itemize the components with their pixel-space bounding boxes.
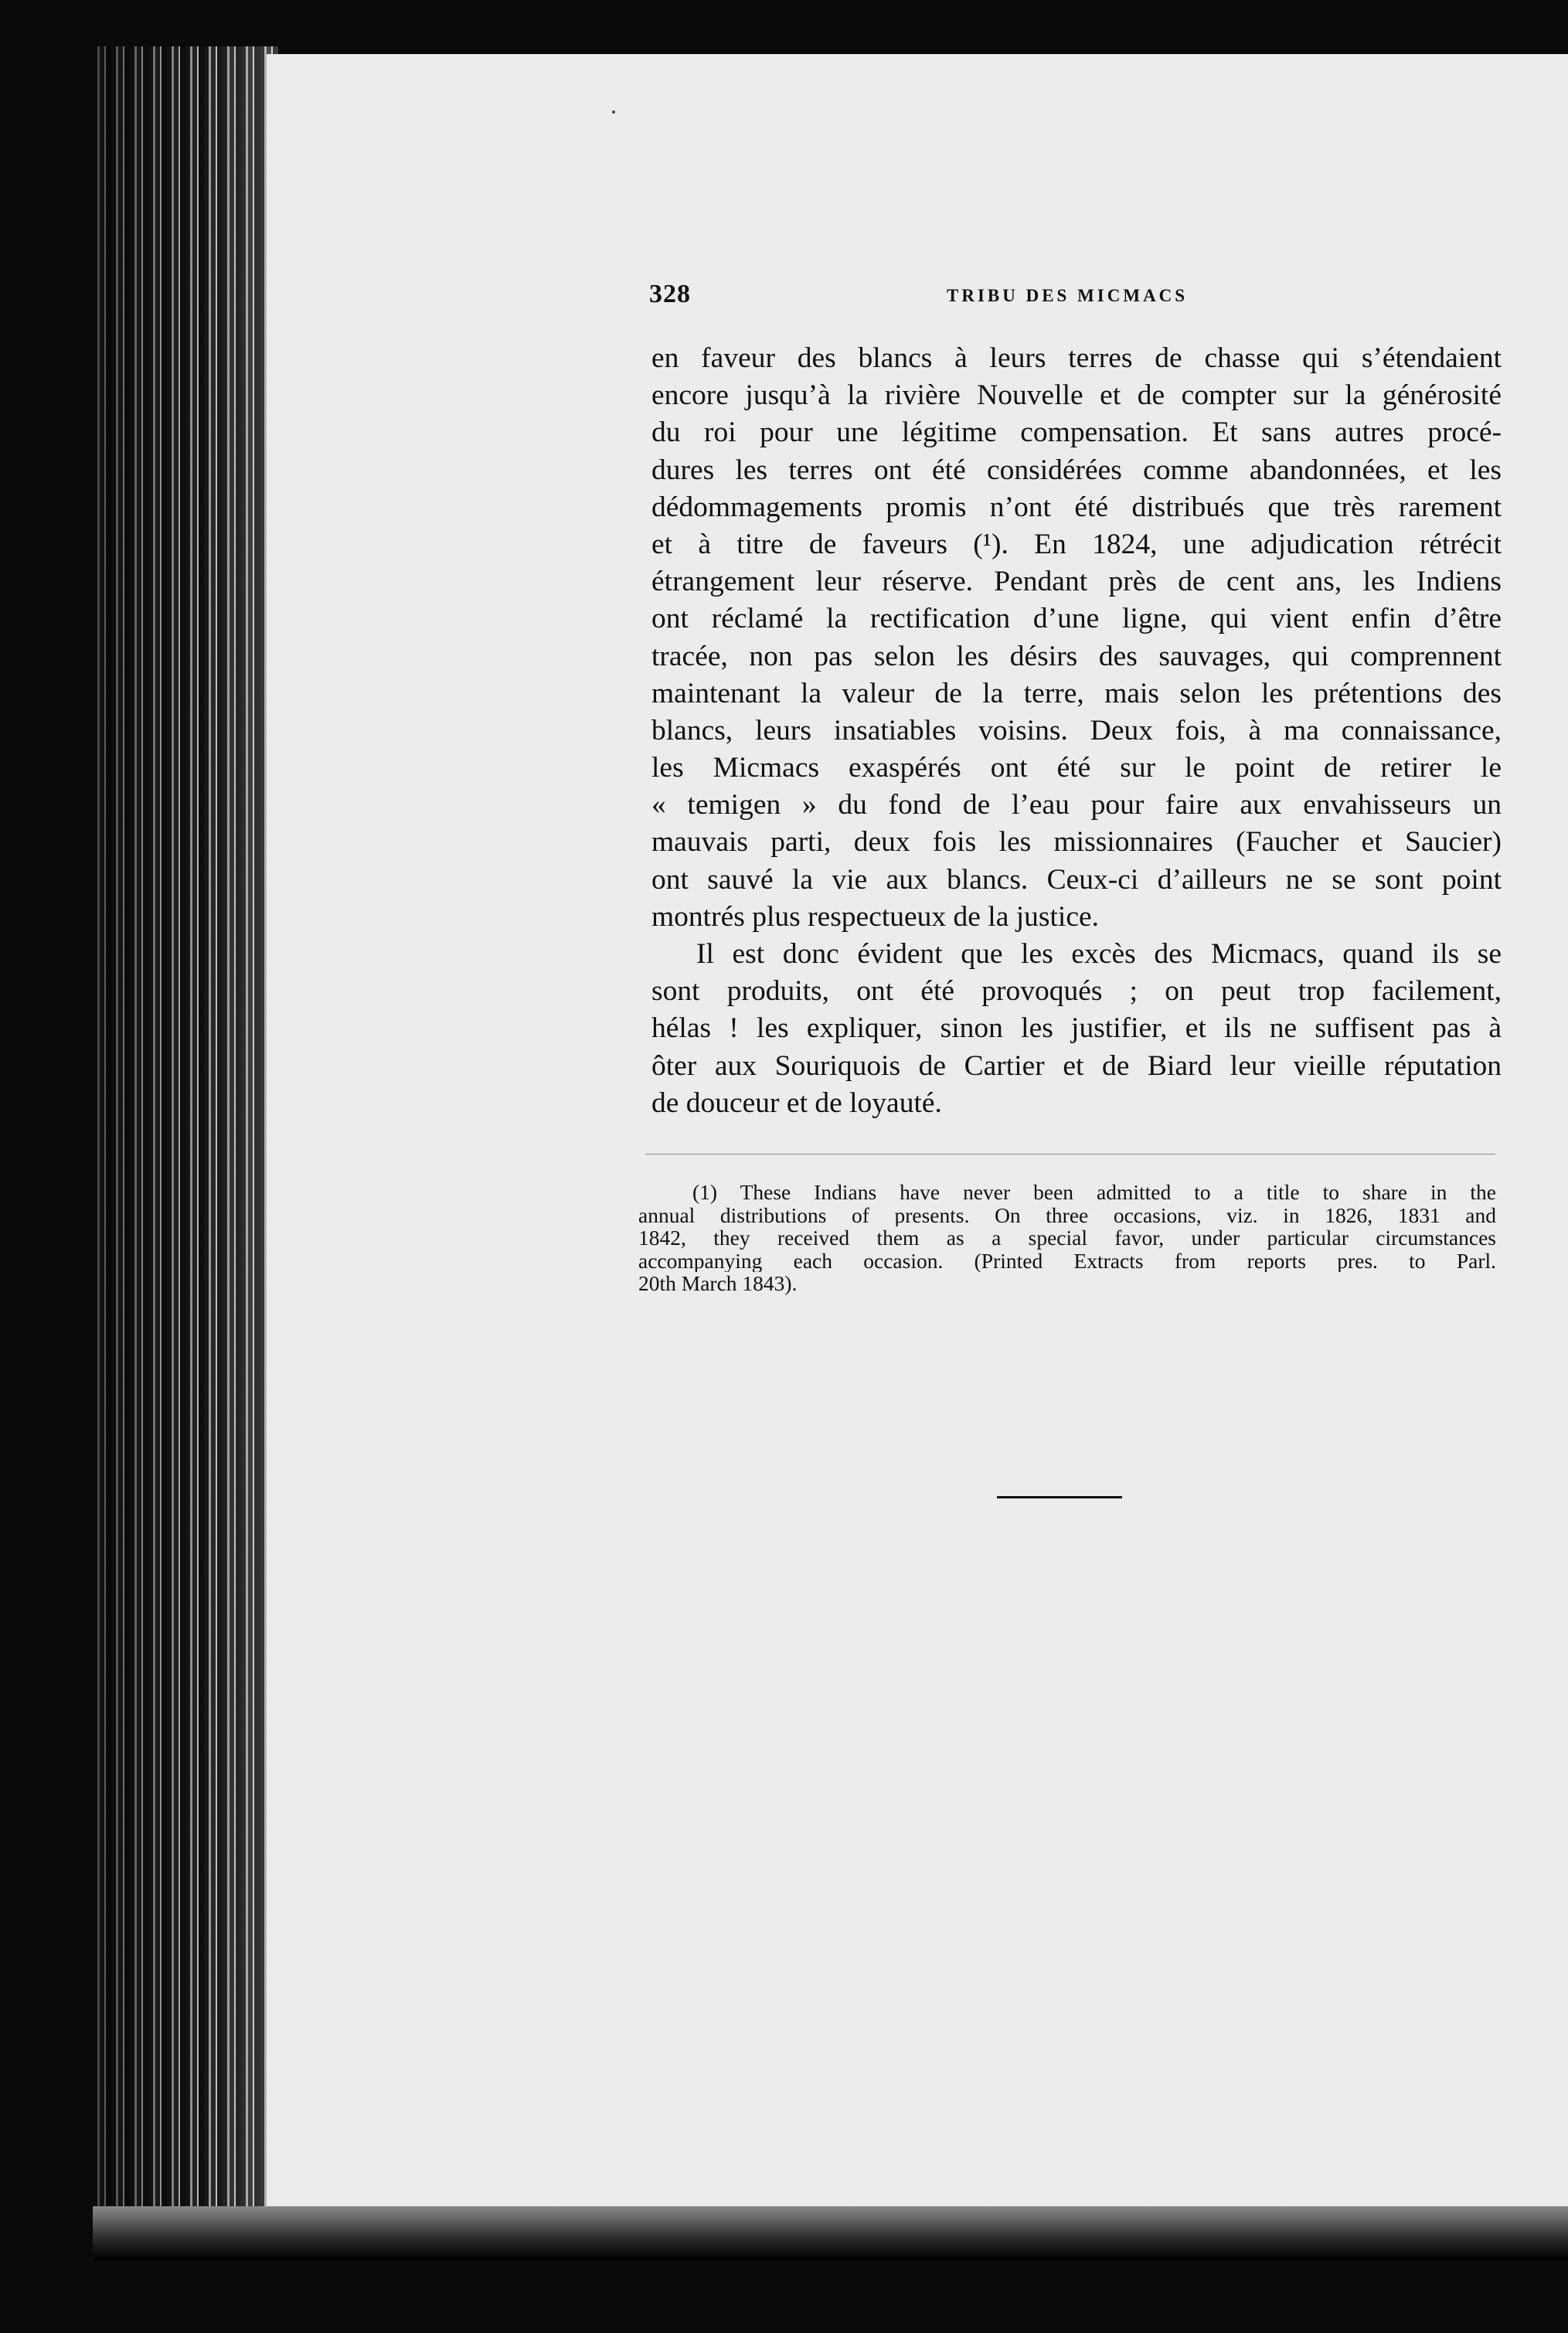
footnote-line: 1842, they received them as a special favor, under particular circumstances	[638, 1226, 1496, 1250]
text-line: étrangement leur réserve. Pendant près de cent ans, les Indiens	[651, 566, 1502, 598]
running-title: TRIBU DES MICMACS	[947, 286, 1189, 305]
text-line: et à titre de faveurs (¹). En 1824, une adjudication rétrécit	[651, 528, 1502, 560]
page-bottom-shadow	[93, 2206, 1568, 2260]
text-line: tracée, non pas selon les désirs des sauvages, qui comprennent	[651, 640, 1502, 672]
paragraph-end-line: de douceur et de loyauté.	[651, 1087, 942, 1119]
text-line: du roi pour une légitime compensation. Et sans autres procé-	[651, 417, 1502, 449]
text-line: sont produits, ont été provoqués ; on peut trop facilement,	[651, 975, 1502, 1008]
text-line: blancs, leurs insatiables voisins. Deux fois, à ma connaissance,	[651, 714, 1502, 746]
text-line: en faveur des blancs à leurs terres de chasse qui s’étendaient	[651, 342, 1502, 374]
footnote-separator	[645, 1154, 1495, 1155]
text-line: maintenant la valeur de la terre, mais selon les prétentions des	[651, 677, 1502, 709]
text-line: ont sauvé la vie aux blancs. Ceux-ci d’ailleurs ne se sont point	[651, 863, 1502, 896]
footnote-line: (1) These Indians have never been admitted to a title to share in the	[692, 1181, 1496, 1204]
main-text	[651, 340, 1502, 1122]
text-line: les Micmacs exaspérés ont été sur le point de retirer le	[651, 752, 1502, 784]
text-line: hélas ! les expliquer, sinon les justifier, et ils ne suffisent pas à	[651, 1012, 1502, 1045]
footnote	[638, 1181, 1496, 1295]
book-edge-shadow	[93, 46, 278, 2233]
text-line: mauvais parti, deux fois les missionnaires (Faucher et Saucier)	[651, 826, 1502, 859]
text-line: ont réclamé la rectification d’une ligne, qui vient enfin d’être	[651, 603, 1502, 635]
running-header	[649, 280, 1507, 318]
page-number: 328	[649, 280, 691, 308]
text-line: ôter aux Souriquois de Cartier et de Biard leur vieille réputation	[651, 1049, 1502, 1082]
text-line: « temigen » du fond de l’eau pour faire aux envahisseurs un	[651, 789, 1502, 821]
paragraph-start-line: Il est donc évident que les excès des Micmacs, quand ils se	[696, 938, 1502, 970]
stray-ink-mark	[612, 111, 615, 114]
paragraph-end-line: montrés plus respectueux de la justice.	[651, 900, 1099, 933]
chapter-end-rule	[997, 1496, 1122, 1498]
footnote-line: 20th March 1843).	[638, 1272, 798, 1295]
footnote-line: annual distributions of presents. On three occasions, viz. in 1826, 1831 and	[638, 1203, 1496, 1226]
text-line: dédommagements promis n’ont été distribués que très rarement	[651, 491, 1502, 523]
text-line: encore jusqu’à la rivière Nouvelle et de compter sur la générosité	[651, 379, 1502, 412]
text-line: dures les terres ont été considérées comme abandonnées, et les	[651, 454, 1502, 486]
footnote-line: accompanying each occasion. (Printed Extracts from reports pres. to Parl.	[638, 1249, 1496, 1272]
